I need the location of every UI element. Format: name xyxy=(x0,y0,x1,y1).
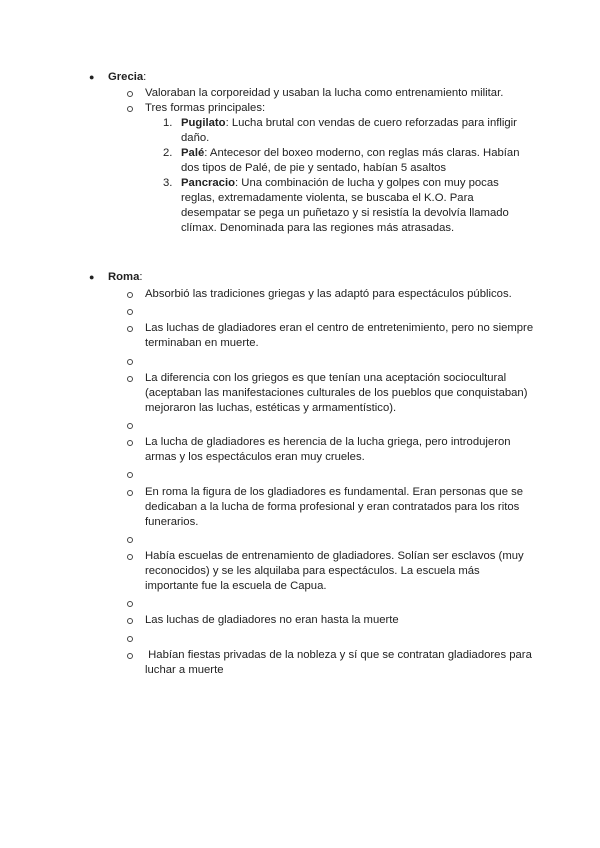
roma-item-line: La lucha de gladiadores es herencia de la lucha griega, pero introdujeron xyxy=(145,436,511,449)
hollow-bullet-icon xyxy=(127,376,133,382)
hollow-bullet-icon xyxy=(127,472,133,478)
roma-item-line: reconocidos) y se les alquilaba para espectáculos. La escuela más xyxy=(145,565,480,577)
roma-item-line: mejoraron las luchas, estéticas y armamentístico). xyxy=(145,401,397,414)
roma-heading: Roma xyxy=(108,271,140,283)
roma-item-line: Habían fiestas privadas de la nobleza y sí que se contratan gladiadores para xyxy=(145,648,532,661)
hollow-bullet-icon xyxy=(127,653,133,659)
hollow-bullet-icon xyxy=(127,326,133,332)
grecia-heading: Grecia xyxy=(108,71,144,83)
hollow-bullet-icon xyxy=(127,601,133,607)
roma-item-line: dedicaban a la lucha de forma profesional y eran contratados para los ritos xyxy=(145,500,520,513)
roma-item-line: importante fue la escuela de Capua. xyxy=(145,580,327,592)
hollow-bullet-icon xyxy=(127,292,133,298)
roma-item-line: funerarios. xyxy=(145,515,199,528)
hollow-bullet-icon xyxy=(127,490,133,496)
hollow-bullet-icon xyxy=(127,309,133,315)
roma-item-line: La diferencia con los griegos es que tenían una aceptación sociocultural xyxy=(145,371,507,384)
roma-item-line: Las luchas de gladiadores eran el centro de entretenimiento, pero no siempre xyxy=(145,322,534,335)
hollow-bullet-icon xyxy=(127,423,133,429)
roma-item-line: Las luchas de gladiadores no eran hasta la muerte xyxy=(145,614,399,627)
roma-item-line: armas y los espectáculos eran muy crueles. xyxy=(145,451,365,464)
roma-item-line: terminaban en muerte. xyxy=(145,337,259,350)
filled-bullet-icon: ● xyxy=(89,72,95,82)
hollow-bullet-icon xyxy=(127,537,133,543)
document-page: ● Grecia: Valoraban la corporeidad y usaban la lucha como entrenamiento militar. Tres formas principales: 1. Pugilato: Lucha brutal con vendas de cuero reforzadas para infligir daño. 2. Palé: Antecesor del boxeo moderno, con reglas más claras. Habían dos tipos de Palé, de pie y sentado, habían 5 asaltos 3. Pancracio: Una combinación de lucha y golpes con muy pocas reglas, extremadamente violenta, se buscaba el K.O. Para desempatar se pega un puñetazo y si resistía la devolvía llamado clímax. Denominada para las regiones más atrasadas. ● Roma: Absorbió las tradiciones griegas y las adaptó para espectáculos públicos. Las luchas de gladiadores eran el centro de entretenimiento, pero no siempre terminaban en muerte. La diferencia con los griegos es que tenían una aceptación sociocultural (aceptaban las manifestaciones culturales de los pueblos que conquistaban) mejoraron las luchas, estéticas y armamentístico). La lucha de gladiadores es herencia de la lucha griega, pero introdujeron armas y los espectáculos eran muy crueles. En roma la figura de los gladiadores es fundamental. Eran personas que se dedicaban a la lucha de forma profesional y eran contratados para los ritos funerarios. Había escuelas de entrenamiento de gladiadores. Solían ser esclavos (muy reconocidos) y se les alquilaba para espectáculos. La escuela más importante fue la escuela de Capua. Las luchas de gladiadores no eran hasta la muerte Habían fiestas privadas de la nobleza y sí que se contratan gladiadores para luchar a muerte xyxy=(89,71,534,676)
hollow-bullet-icon xyxy=(127,91,133,97)
hollow-bullet-icon xyxy=(127,618,133,624)
roma-item-line: (aceptaban las manifestaciones culturales de los pueblos que conquistaban) xyxy=(145,386,528,399)
roma-item-line: luchar a muerte xyxy=(145,663,224,676)
roma-item-line: En roma la figura de los gladiadores es fundamental. Eran personas que se xyxy=(145,485,524,498)
roma-item-line: Absorbió las tradiciones griegas y las adaptó para espectáculos públicos. xyxy=(145,288,512,300)
hollow-bullet-icon xyxy=(127,359,133,365)
hollow-bullet-icon xyxy=(127,636,133,642)
hollow-bullet-icon xyxy=(127,554,133,560)
hollow-bullet-icon xyxy=(127,106,133,112)
filled-bullet-icon: ● xyxy=(89,272,95,282)
hollow-bullet-icon xyxy=(127,440,133,446)
roma-item-line: Había escuelas de entrenamiento de gladiadores. Solían ser esclavos (muy xyxy=(145,550,524,562)
